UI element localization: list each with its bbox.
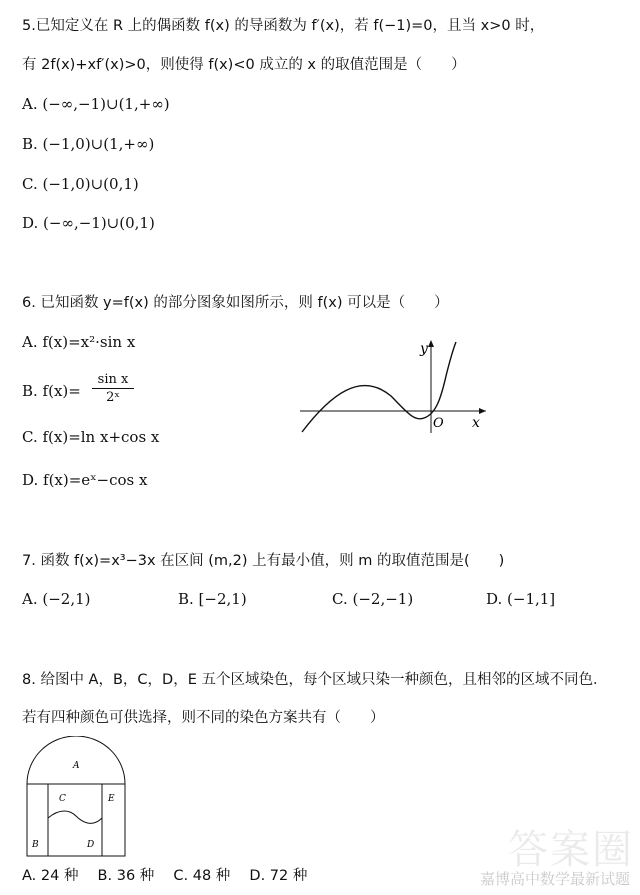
region-e-label: E (108, 794, 115, 804)
diagram-wave-divider (48, 811, 102, 823)
fraction-denominator: 2ˣ (106, 390, 120, 405)
q5-stem-line1: 5.已知定义在 R 上的偶函数 f(x) 的导函数为 f′(x)，若 f(−1)=0，且当 x>0 时， (22, 18, 545, 34)
q7-option-d: D. (−1,1] (486, 590, 556, 608)
origin-label: O (433, 416, 444, 431)
q7-option-a: A. (−2,1) (22, 590, 91, 608)
q5-option-d: D. (−∞,−1)∪(0,1) (22, 214, 155, 232)
q5-stem-line2: 有 2f(x)+xf′(x)>0，则使得 f(x)<0 成立的 x 的取值范围是（ ） (22, 57, 466, 73)
q6-function-graph (296, 336, 496, 436)
q5-option-c: C. (−1,0)∪(0,1) (22, 175, 139, 193)
x-axis-label: x (472, 415, 480, 431)
q8-options: A. 24 种 B. 36 种 C. 48 种 D. 72 种 (22, 868, 308, 884)
q5-option-a: A. (−∞,−1)∪(1,+∞) (22, 95, 170, 113)
watermark-logo: 答案圈 (508, 827, 634, 873)
y-axis-arrow (428, 340, 434, 347)
region-b-label: B (32, 840, 39, 850)
region-c-label: C (59, 794, 66, 804)
q7-stem: 7. 函数 f(x)=x³−3x 在区间 (m,2) 上有最小值，则 m 的取值范围是( ) (22, 553, 505, 569)
q6-option-b-prefix: B. f(x)= (22, 382, 81, 400)
q6-option-b-fraction (92, 372, 134, 406)
q7-option-b: B. [−2,1) (178, 590, 247, 608)
q7-option-c: C. (−2,−1) (332, 590, 414, 608)
fraction-numerator: sin x (92, 372, 134, 389)
q6-option-d: D. f(x)=eˣ−cos x (22, 471, 148, 489)
q5-option-b: B. (−1,0)∪(1,+∞) (22, 135, 155, 153)
q6-option-c: C. f(x)=ln x+cos x (22, 428, 160, 446)
x-axis-arrow (479, 408, 486, 414)
region-a-label: A (73, 761, 80, 771)
y-axis-label: y (420, 341, 428, 357)
q8-region-diagram (20, 736, 130, 858)
q8-stem-line2: 若有四种颜色可供选择，则不同的染色方案共有（ ） (22, 710, 385, 726)
q8-stem-line1: 8. 给图中 A，B，C，D，E 五个区域染色，每个区域只染一种颜色，且相邻的区域不同色． (22, 672, 608, 688)
q6-option-a: A. f(x)=x²·sin x (22, 333, 136, 351)
watermark-text: 嘉博高中数学最新试题 (479, 870, 630, 888)
region-d-label: D (87, 840, 95, 850)
q6-stem: 6. 已知函数 y=f(x) 的部分图象如图所示，则 f(x) 可以是（ ） (22, 295, 449, 311)
